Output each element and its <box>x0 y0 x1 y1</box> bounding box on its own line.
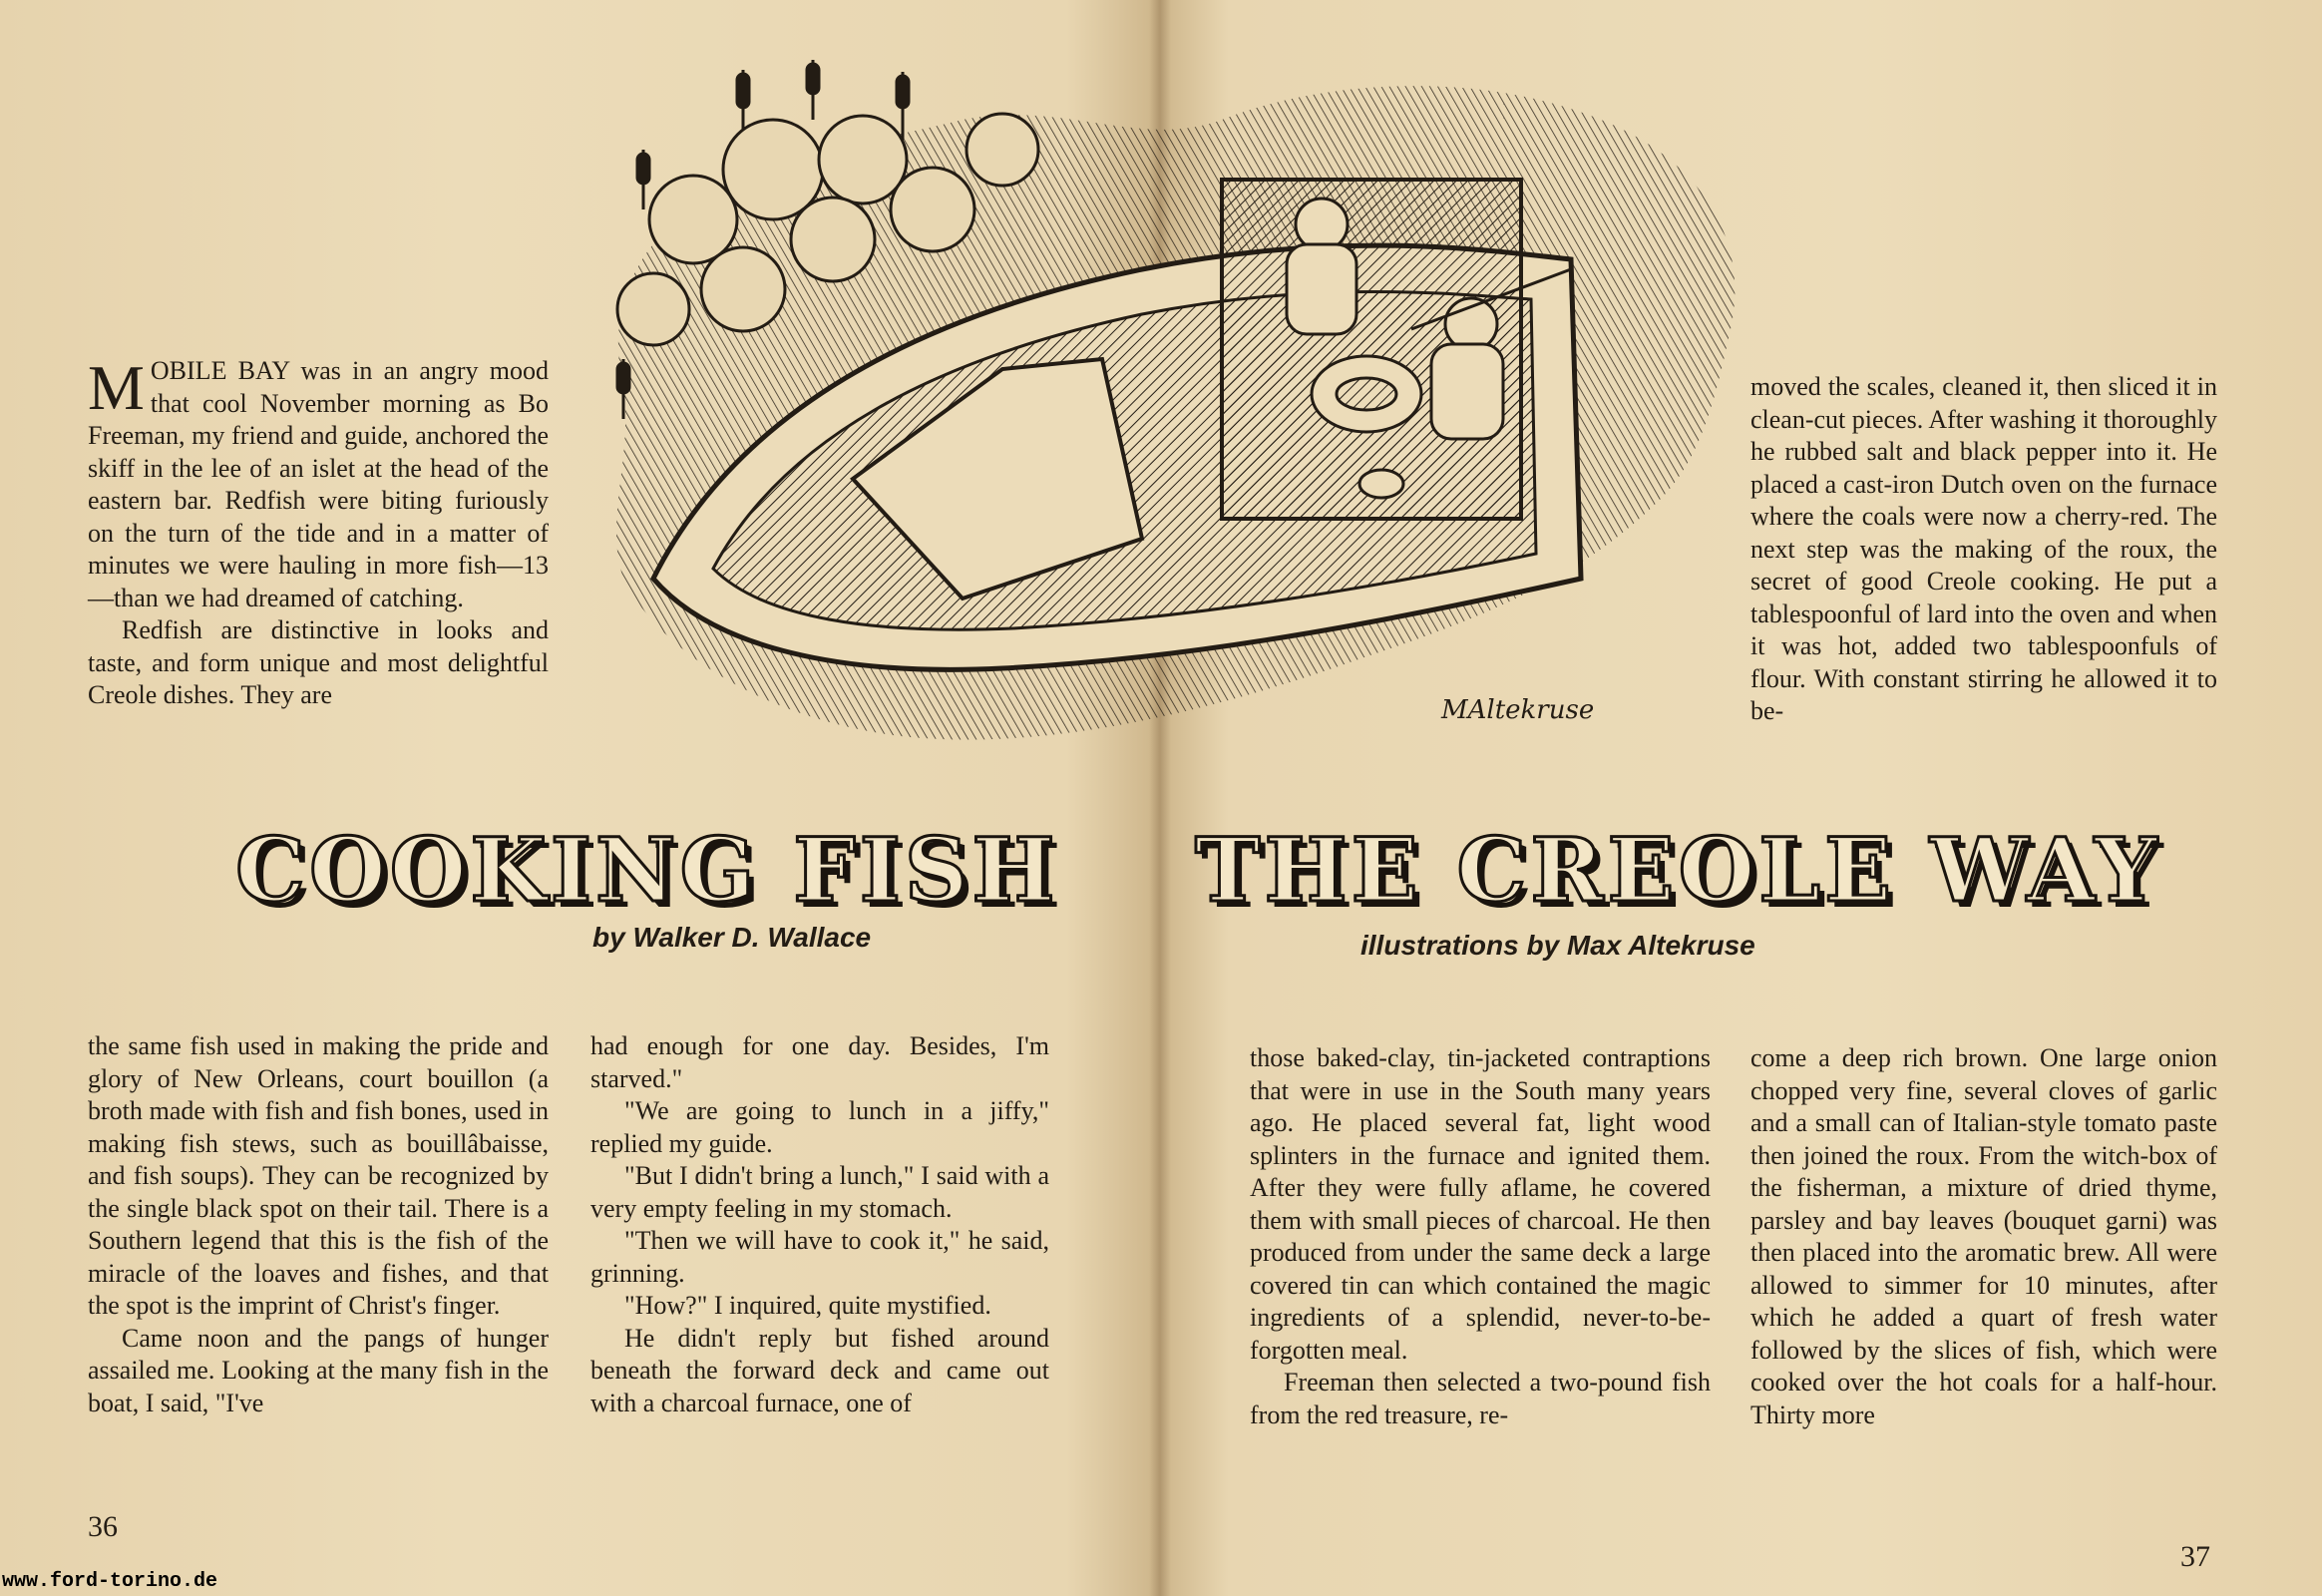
paragraph: Freeman then selected a two-pound fish from the red treasure, re- <box>1250 1368 1711 1429</box>
page-number-right: 37 <box>2180 1540 2210 1573</box>
paragraph: He didn't reply but fished around beneath the forward deck and came out with a charcoal furnace, one of <box>590 1323 1049 1417</box>
illustrator-credit: illustrations by Max Altekruse <box>1360 930 1755 961</box>
column-left-1 <box>88 1030 549 1419</box>
watermark-url: www.ford-torino.de <box>2 1570 218 1593</box>
column-left-top <box>88 352 549 712</box>
paragraph: "We are going to lunch in a jiffy," replied my guide. <box>590 1096 1049 1158</box>
column-right-2 <box>1750 1042 2217 1431</box>
paragraph: moved the scales, cleaned it, then sliced it in clean-cut pieces. After washing it thoroughly he rubbed salt and black pepper into it. He placed a cast-iron Dutch oven on the furnace where the coals were now a cherry-red. The next step was the making of the roux, the secret of good Creole cooking. He put a tablespoonful of lard into the oven and when it was hot, added two tablespoonfuls of flour. With constant stirring he allowed it to be- <box>1750 372 2217 725</box>
boat-illustration <box>583 60 1765 778</box>
paragraph: had enough for one day. Besides, I'm starved." <box>590 1031 1049 1093</box>
page-number-left: 36 <box>88 1510 118 1543</box>
paragraph: "How?" I inquired, quite mystified. <box>624 1291 991 1320</box>
drop-cap: M <box>88 352 145 423</box>
paragraph: "But I didn't bring a lunch," I said with a very empty feeling in my stomach. <box>590 1161 1049 1223</box>
paragraph: come a deep rich brown. One large onion chopped very fine, several cloves of garlic and a small can of Italian-style tomato paste then joined the roux. From the witch-box of the fisherman, a mixture of dried thyme, parsley and bay leaves (bouquet garni) was then placed into the aromatic brew. All were allowed to simmer for 10 minutes, after which he added a quart of fresh water followed by the slices of fish, which were cooked over the hot coals for a half-hour. Thirty more <box>1750 1043 2217 1429</box>
paragraph: "Then we will have to cook it," he said, grinning. <box>590 1226 1049 1288</box>
paragraph: those baked-clay, tin-jacketed contraptions that were in use in the South many years ago. He placed several fat, light wood splinters in the furnace and ignited them. After they were fully aflame, he covered them with small pieces of charcoal. He then produced from under the same deck a large covered tin can which contained the magic ingredients of a splendid, never-to-be-forgotten meal. <box>1250 1043 1711 1365</box>
paragraph: the same fish used in making the pride and glory of New Orleans, court bouillon (a broth made with fish and fish bones, used in making fish stews, such as bouillâbaisse, and fish soups). They can be recognized by the single black spot on their tail. There is a Southern legend that this is the fish of the miracle of the loaves and fishes, and that the spot is the imprint of Christ's finger. <box>88 1031 549 1320</box>
author-byline: by Walker D. Wallace <box>592 922 872 953</box>
paragraph: Came noon and the pangs of hunger assailed me. Looking at the many fish in the boat, I said, "I've <box>88 1323 549 1417</box>
column-right-1 <box>1250 1042 1711 1431</box>
illustrator-signature: MAltekruse <box>1441 695 1595 725</box>
column-right-top <box>1750 371 2217 728</box>
article-title-left: COOKING FISH <box>235 818 1059 922</box>
article-title-right: THE CREOLE WAY <box>1195 818 2161 922</box>
paragraph: OBILE BAY was in an angry mood that cool November morning as Bo Freeman, my friend and guide, anchored the skiff in the lee of an islet at the head of the eastern bar. Redfish were biting furiously on the turn of the tide and in a matter of minutes we were hauling in more fish—13—than we had dreamed of catching. <box>88 356 549 612</box>
paragraph: Redfish are distinctive in looks and taste, and form unique and most delightful Creole dishes. They are <box>88 615 549 709</box>
column-left-2 <box>590 1030 1049 1419</box>
